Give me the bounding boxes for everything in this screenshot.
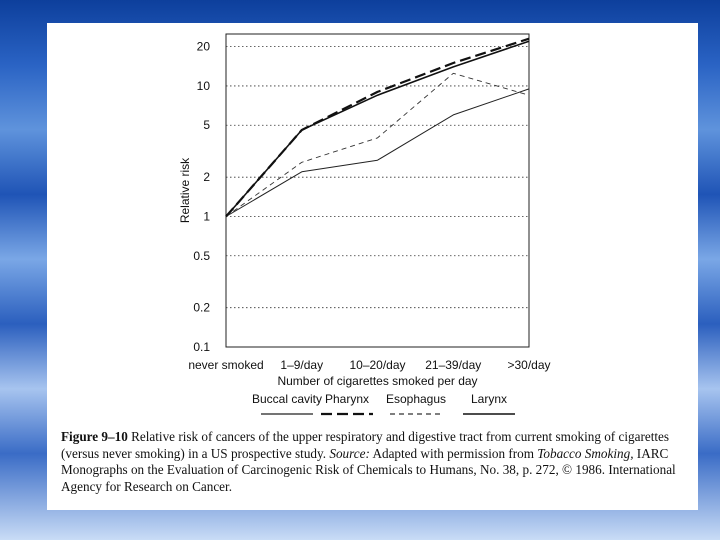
- slide-panel: [47, 23, 698, 510]
- y-tick-label: 2: [203, 170, 210, 185]
- caption-book-title: Tobacco Smoking,: [537, 445, 634, 461]
- caption-text-2: Adapted with permission from: [372, 445, 534, 461]
- plot-frame: [226, 34, 529, 347]
- series-line-0: [226, 89, 529, 217]
- x-tick-label: >30/day: [507, 358, 551, 372]
- y-tick-label: 0.5: [193, 248, 210, 263]
- caption-figure-label: Figure 9–10: [61, 429, 128, 444]
- y-axis-label: Relative risk: [178, 157, 192, 224]
- x-tick-label: never smoked: [188, 358, 264, 372]
- legend-label: Esophagus: [385, 392, 447, 406]
- legend-label: Pharynx: [324, 392, 370, 406]
- y-tick-label: 1: [203, 209, 210, 224]
- y-tick-label: 0.2: [193, 300, 210, 315]
- caption-text-1: Relative risk of cancers of the upper respiratory and digestive tract from current smoking of cigarettes (versus never smoking) in a US prospective study.: [61, 429, 670, 461]
- x-tick-label: 1–9/day: [280, 358, 324, 372]
- y-tick-label: 5: [203, 118, 210, 133]
- x-tick-label: 10–20/day: [349, 358, 406, 372]
- figure-caption: [61, 429, 686, 495]
- y-tick-label: 20: [196, 39, 210, 54]
- legend-label: Buccal cavity: [251, 392, 323, 406]
- legend-label: Larynx: [470, 392, 508, 406]
- y-tick-label: 10: [196, 78, 210, 93]
- caption-text-3: IARC Monographs on the Evaluation of Carcinogenic Risk of Chemicals to Humans, No. 38, p. 272, © 1986. International Agency for Research on Cancer.: [61, 445, 676, 494]
- x-axis-label: Number of cigarettes smoked per day: [277, 374, 478, 388]
- x-tick-label: 21–39/day: [425, 358, 482, 372]
- risk-chart: [47, 23, 698, 423]
- caption-source-label: Source:: [329, 445, 370, 461]
- y-tick-label: 0.1: [193, 340, 210, 354]
